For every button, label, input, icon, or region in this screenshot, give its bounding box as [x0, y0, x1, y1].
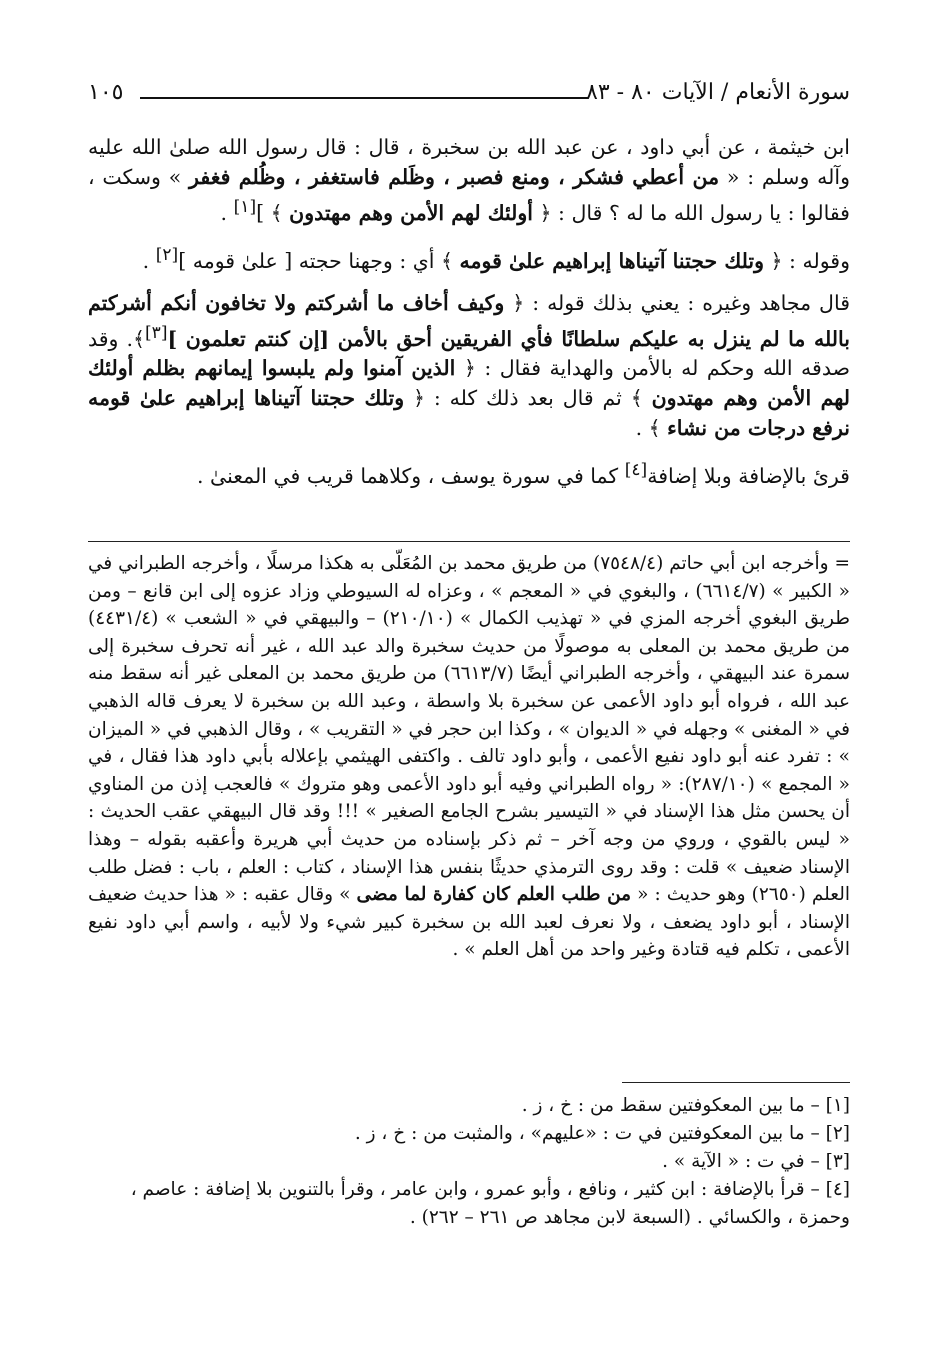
- footnote-3: [٣] – في ت : « الآية » .: [662, 1151, 850, 1172]
- text-run: قرئ بالإضافة وبلا إضافة: [647, 464, 850, 489]
- main-text: [88, 132, 850, 503]
- quran-quote: أولئك لهم الأمن وهم مهتدون: [289, 200, 534, 225]
- footnote-1: [١] – ما بين المعكوفتين سقط من : خ ، ز .: [521, 1095, 850, 1116]
- paragraph-mujahid: [88, 288, 850, 444]
- footnote-ref: [٤]: [624, 460, 648, 481]
- text-run: .: [142, 248, 156, 273]
- text-run: » وقال عقبه : « هذا حديث ضعيف الإسناد ، أبو داود يضعف ، ولا نعرف لعبد الله بن سخبرة كبير شيء ولا لأبيه ، واسم أبي داود نفيع الأعمى ، تكلم فيه قتادة وغير واحد من أهل العلم » .: [88, 884, 850, 961]
- hadith-quote: من طلب العلم كان كفارة لما مضى: [356, 884, 632, 906]
- page-number: ١٠٥: [88, 80, 124, 105]
- footnote-ref: [٣]: [144, 322, 168, 343]
- text-run: = وأخرجه ابن أبي حاتم (٧٥٤٨/٤) من طريق محمد بن المُعَلّى به هكذا مرسلًا ، وأخرجه الطبراني في « الكبير » (٦٦١٤/٧) ، والبغوي في « المعجم » ، وعزاه له السيوطي وزاد عزوه إلى ابن قانع – ومن طريق البغوي أخرجه المزي في « تهذيب الكمال » (٢١٠/١٠) – والبيهقي في « الشعب » (٤٤٣١/٤) من طريق محمد بن المعلى به موصولًا من حديث سخبرة والد عبد الله ، غير أنه تحرف سخبرة إلى سمرة عند البيهقي ، وأخرجه الطبراني أيضًا (٦٦١٣/٧) من طريق محمد بن المعلى غير أنه سقط منه عبد الله ، فرواه أبو داود الأعمى عن سخبرة بلا واسطة ، وعبد الله بن سخبرة لا يعرف قاله الذهبي في « المغنى » وجهله في « الديوان » ، وكذا ابن حجر في « التقريب » ، وقال الذهبي في « الميزان » : تفرد عنه أبو داود نفيع الأعمى ، وأبو داود تالف . واكتفى الهيثمي بإعلاله بأبي داود هذا فقال ، في « المجمع » (٢٨٧/١٠): « رواه الطبراني وفيه أبو داود الأعمى وهو متروك » فالعجب إذن من المناوي أن يحسن مثل هذا الإسناد في « التيسير بشرح الجامع الصغير » !!! وقد قال البيهقي عقب الحديث : « ليس بالقوي ، وروي من وجه آخر – ثم ذكر بإسناده من حديث أبي هريرة وأعقبه بقوله – وهذا الإسناد ضعيف » قلت : وقد روى الترمذي حديثًا بنفس هذا الإسناد ، كتاب : العلم ، باب : فضل طلب العلم (٢٦٥٠) وهو حديث : «: [88, 553, 850, 906]
- text-run: ﴾ ثم قال بعد ذلك كله : ﴿: [404, 386, 652, 411]
- surah-title: سورة الأنعام / الآيات ٨٠ - ٨٣: [586, 80, 850, 105]
- text-run: ابن خيثمة ، عن أبي داود ، عن عبد الله بن سخبرة ، قال : قال رسول الله صلىٰ الله عليه وآله وسلم : «: [88, 135, 850, 189]
- quran-quote: وتلك حجتنا آتيناها إبراهيم علىٰ قومه: [459, 248, 764, 273]
- paragraph-verse-83: [88, 240, 850, 276]
- footnotes: [88, 1092, 850, 1232]
- footnote-ref: [١]: [233, 197, 257, 217]
- text-run: ﴾ ]: [256, 200, 290, 225]
- footnote-ref: [٢]: [155, 244, 179, 265]
- text-run: » وسكت ، فقالوا : يا رسول الله ما له ؟ قال : ﴿: [88, 165, 850, 225]
- text-run: قال مجاهد وغيره : يعني بذلك قوله : ﴿: [504, 290, 850, 315]
- footnote-4: [٤] – قرأ بالإضافة : ابن كثير ، ونافع ، وأبو عمرو ، وابن عامر ، وقرأ بالتنوين بلا إضافة : عاصم ، وحمزة ، والكسائي . (السبعة لابن مجاهد ص ٢٦١ – ٢٦٢) .: [130, 1179, 850, 1228]
- text-run: كما في سورة يوسف ، وكلاهما قريب في المعنىٰ .: [196, 464, 625, 489]
- takhrij-notes: [88, 550, 850, 964]
- text-run: ﴾ .: [635, 416, 668, 441]
- text-run: ﴾ أي : وجهنا حجته [ علىٰ قومه ]: [178, 248, 460, 273]
- footnote-2: [٢] – ما بين المعكوفتين في ت : «عليهم» ، والمثبت من : خ ، ز .: [354, 1123, 850, 1144]
- notes-paragraph: [88, 550, 850, 964]
- page-header: [88, 78, 850, 114]
- text-run: ﴾. وقد صدقه الله وحكم له بالأمن والهداية فقال : ﴿: [88, 326, 851, 381]
- quran-quote: الذين آمنوا ولم يلبسوا إيمانهم بظلم أولئك لهم الأمن وهم مهتدون: [88, 356, 850, 411]
- quran-quote: وتلك حجتنا آتيناها إبراهيم علىٰ قومه نرفع درجات من نشاء: [88, 386, 850, 441]
- footnotes-separator: [622, 1082, 850, 1083]
- text-run: وقوله : ﴿: [764, 248, 850, 273]
- notes-separator: [88, 541, 850, 542]
- header-rule: [140, 97, 588, 99]
- text-run: .: [220, 200, 234, 225]
- hadith-quote: من أعطي فشكر ، ومنع فصبر ، وظَلم فاستغفر ، وظُلم فغفر: [189, 165, 720, 189]
- quran-quote: وكيف أخاف ما أشركتم ولا تخافون أنكم أشركتم بالله ما لم ينزل به عليكم سلطانًا فأي الفريقين أحق بالأمن [إن كنتم تعلمون ]: [88, 290, 850, 351]
- paragraph-hadith: [88, 132, 850, 228]
- paragraph-reading: [88, 455, 850, 491]
